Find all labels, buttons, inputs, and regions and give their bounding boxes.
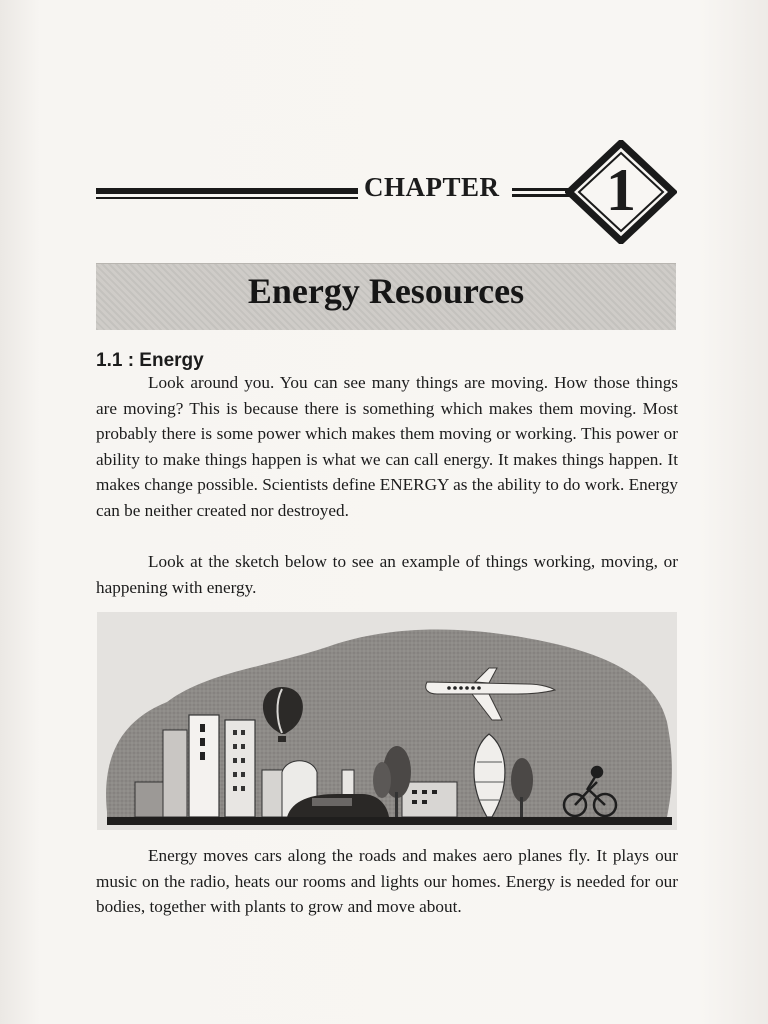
paragraph-intro — [96, 370, 678, 523]
chapter-rule-right — [512, 186, 570, 200]
paragraph-closing-text: Energy moves cars along the roads and makes aero planes fly. It plays our music on the radio, heats our rooms and lights our homes. Energy is needed for our bodies, together with plants to grow and move about. — [96, 846, 678, 916]
chapter-label: CHAPTER — [364, 172, 500, 202]
chapter-rule-left — [96, 184, 358, 206]
energy-city-illustration — [97, 612, 677, 830]
paragraph-sketch-intro — [96, 549, 678, 600]
section-heading: 1.1 : Energy — [96, 350, 204, 371]
chapter-title: Energy Resources — [247, 271, 525, 311]
paragraph-intro-text: Look around you. You can see many things are moving. How those things are moving? This is because there is something which makes them moving. Most probably there is some power which makes them moving or working. This power or ability to make things happen is what we can call energy. It makes things happen. It makes change possible. Scientists define ENERGY as the ability to do work. Energy can be neither created nor destroyed. — [96, 373, 678, 520]
ground-strip — [107, 817, 672, 825]
paragraph-sketch-intro-text: Look at the sketch below to see an example of things working, moving, or happening with energy. — [96, 552, 678, 597]
paragraph-closing — [96, 843, 678, 920]
chapter-number: 1 — [606, 157, 636, 223]
